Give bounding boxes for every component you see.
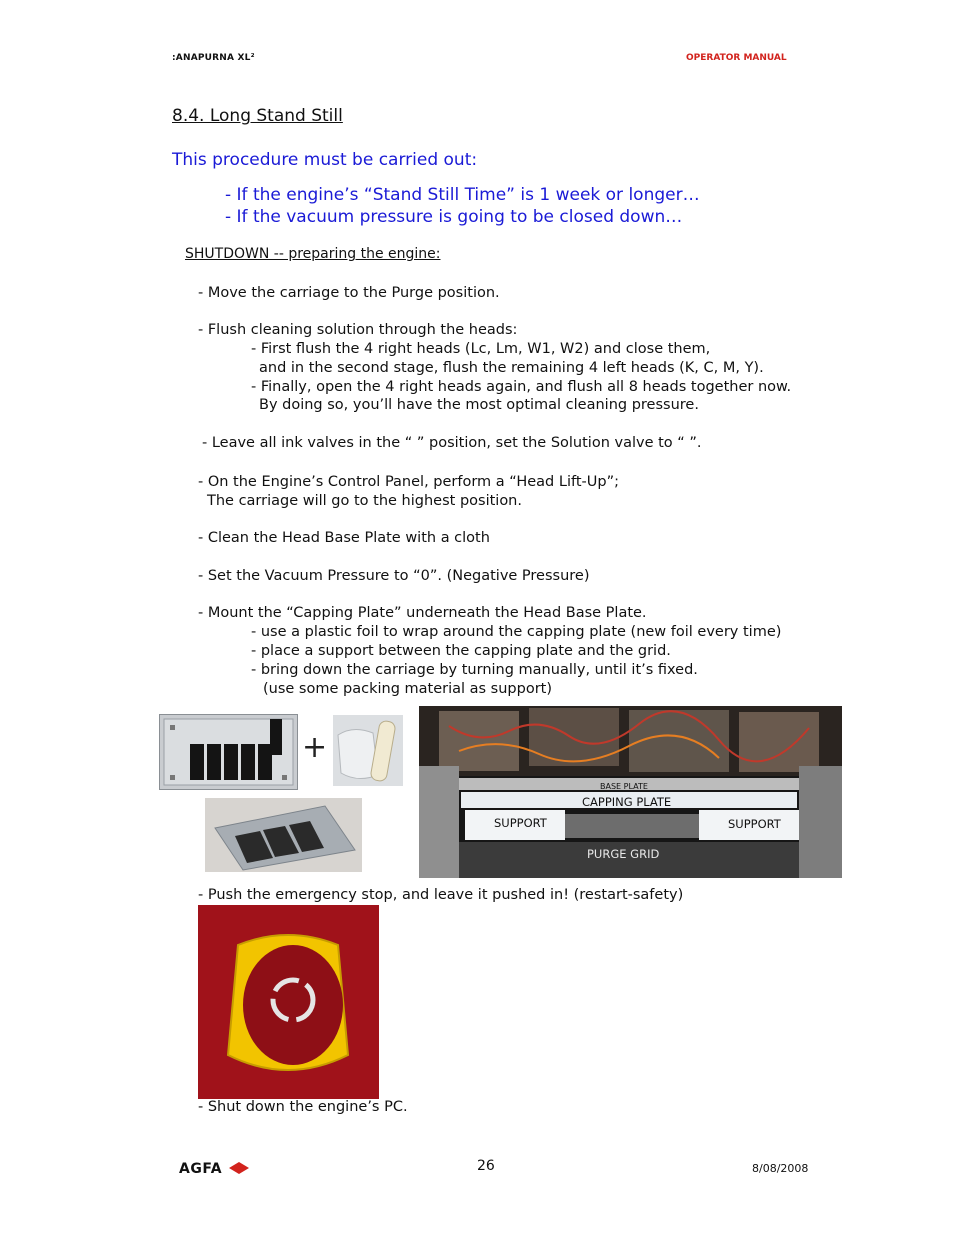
- step-flush-1b: and in the second stage, flush the remaining 4 left heads (K, C, M, Y).: [259, 360, 764, 376]
- intro-text: This procedure must be carried out:: [172, 150, 478, 170]
- section-title: 8.4. Long Stand Still: [172, 106, 343, 126]
- header-manual: OPERATOR MANUAL: [686, 53, 787, 63]
- footer-date: 8/08/2008: [752, 1162, 809, 1175]
- step-pc: - Shut down the engine’s PC.: [198, 1099, 408, 1115]
- step-flush-2b: By doing so, you’ll have the most optimal cleaning pressure.: [259, 397, 699, 413]
- plastic-foil-photo: [333, 715, 403, 786]
- capping-plate-photo: [159, 714, 298, 790]
- agfa-logo: [179, 1161, 250, 1177]
- head-assembly-photo: [419, 706, 842, 878]
- step-vacuum: - Set the Vacuum Pressure to “0”. (Negative Pressure): [198, 568, 590, 584]
- page-number: 26: [477, 1158, 495, 1174]
- condition-1: - If the engine’s “Stand Still Time” is 1 week or longer…: [225, 185, 700, 205]
- header-product: :ANAPURNA XL²: [172, 53, 255, 63]
- step-mount-1: - use a plastic foil to wrap around the capping plate (new foil every time): [251, 624, 782, 640]
- emergency-stop-photo: [198, 905, 379, 1099]
- capping-plate-angled-photo: [205, 798, 362, 872]
- step-liftup-b: The carriage will go to the highest position.: [207, 493, 522, 509]
- label-purge-grid: PURGE GRID: [587, 847, 660, 861]
- label-base-plate: BASE PLATE: [600, 782, 648, 791]
- agfa-wordmark: AGFA: [179, 1161, 223, 1177]
- step-flush-2a: - Finally, open the 4 right heads again, and flush all 8 heads together now.: [251, 379, 792, 395]
- step-mount-3: - bring down the carriage by turning manually, until it’s fixed.: [251, 662, 698, 678]
- agfa-rhombus-icon: [228, 1161, 250, 1175]
- subheading: SHUTDOWN -- preparing the engine:: [185, 246, 441, 262]
- step-estop: - Push the emergency stop, and leave it pushed in! (restart-safety): [198, 887, 684, 903]
- step-mount: - Mount the “Capping Plate” underneath the Head Base Plate.: [198, 605, 647, 621]
- label-capping-plate: CAPPING PLATE: [582, 795, 672, 809]
- step-flush: - Flush cleaning solution through the heads:: [198, 322, 518, 338]
- step-valves: - Leave all ink valves in the “ ” position, set the Solution valve to “ ”.: [202, 435, 702, 451]
- step-move: - Move the carriage to the Purge position.: [198, 285, 500, 301]
- step-liftup-a: - On the Engine’s Control Panel, perform a “Head Lift-Up”;: [198, 474, 619, 490]
- label-support-right: SUPPORT: [728, 817, 781, 831]
- capping-plate-angled-illustration: [205, 798, 362, 872]
- step-flush-1a: - First flush the 4 right heads (Lc, Lm, W1, W2) and close them,: [251, 341, 711, 357]
- step-mount-4: (use some packing material as support): [263, 681, 553, 697]
- capping-plate-illustration: [160, 715, 297, 789]
- step-mount-2: - place a support between the capping plate and the grid.: [251, 643, 671, 659]
- emergency-stop-icon: [198, 905, 379, 1099]
- plus-sign: +: [302, 730, 328, 765]
- label-support-left: SUPPORT: [494, 816, 547, 830]
- step-clean: - Clean the Head Base Plate with a cloth: [198, 530, 490, 546]
- condition-2: - If the vacuum pressure is going to be closed down…: [225, 207, 683, 227]
- foil-roll-illustration: [333, 715, 403, 786]
